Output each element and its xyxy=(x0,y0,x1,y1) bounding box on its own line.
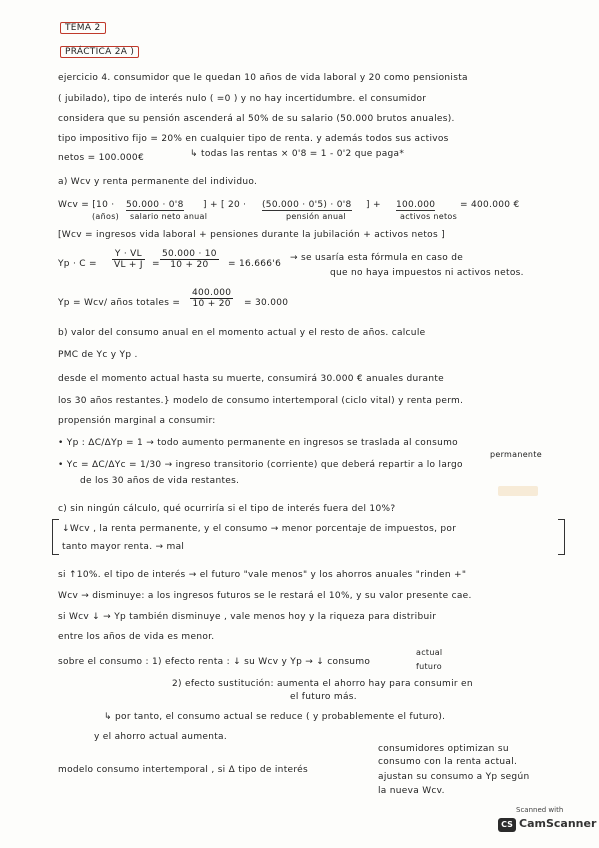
text-line: entre los años de vida es menor. xyxy=(58,632,215,642)
bracket-left xyxy=(52,519,59,555)
numerator: Y · VL xyxy=(112,249,145,260)
yp-fraction xyxy=(112,249,145,270)
text-line: propensión marginal a consumir: xyxy=(58,416,216,426)
text-line: permanente xyxy=(490,450,542,459)
denominator: 10 + 20 xyxy=(192,299,231,309)
text-line: Wcv → disminuye: a los ingresos futuros se le restará el 10%, y su valor presente cae. xyxy=(58,591,472,601)
wcv-label: (años) xyxy=(92,212,120,221)
text-line: ejercicio 4. consumidor que le quedan 10 años de vida laboral y 20 como pensionista xyxy=(58,73,468,83)
watermark-caption: Scanned with xyxy=(516,806,564,814)
text-line: ajustan su consumo a Yp según xyxy=(378,772,530,782)
camscanner-watermark xyxy=(498,806,597,836)
denominator: 10 + 20 xyxy=(170,260,209,270)
watermark-brand: CamScanner xyxy=(519,817,597,830)
denominator: VL + J xyxy=(114,260,143,270)
text-line: 2) efecto sustitución: aumenta el ahorro hay para consumir en xyxy=(172,679,473,689)
yp2-result: = 30.000 xyxy=(244,298,289,308)
text-line: y el ahorro actual aumenta. xyxy=(94,732,228,742)
text-line: ↳ todas las rentas × 0'8 = 1 - 0'2 que paga* xyxy=(190,149,405,159)
practica-heading: PRÁCTICA 2A ) xyxy=(60,46,139,58)
highlight-mark xyxy=(498,486,538,496)
numerator: 50.000 · 10 xyxy=(162,249,217,259)
section-a-title: a) Wcv y renta permanente del individuo. xyxy=(58,177,258,187)
text-line: sobre el consumo : 1) efecto renta : ↓ su Wcv y Yp → ↓ consumo xyxy=(58,657,371,667)
numerator: 400.000 xyxy=(192,288,232,298)
yp-note: → se usaría esta fórmula en caso de xyxy=(290,253,464,263)
equals: = xyxy=(152,259,160,269)
wcv-term: 100.000 xyxy=(396,200,436,210)
text-line: tipo impositivo fijo = 20% en cualquier tipo de renta. y además todos sus activos xyxy=(58,134,449,144)
text-line: • Yc = ΔC/ΔYc = 1/30 → ingreso transitorio (corriente) que deberá repartir a lo largo xyxy=(58,460,463,470)
wcv-formula: ] + xyxy=(366,200,381,210)
bracket-right xyxy=(558,519,565,555)
text-line: consumidores optimizan su xyxy=(378,744,509,754)
text-line: de los 30 años de vida restantes. xyxy=(80,476,240,486)
wcv-note: [Wcv = ingresos vida laboral + pensiones durante la jubilación + activos netos ] xyxy=(58,230,445,240)
text-line: netos = 100.000€ xyxy=(58,153,144,163)
text-line: PMC de Yc y Yp . xyxy=(58,350,138,360)
text-line: consumo con la renta actual. xyxy=(378,757,518,767)
wcv-formula: Wcv = [10 · xyxy=(58,200,115,210)
text-line: los 30 años restantes.} modelo de consumo intertemporal (ciclo vital) y renta perm. xyxy=(58,396,464,406)
text-line: futuro xyxy=(416,662,442,671)
tema-heading: TEMA 2 xyxy=(60,22,106,34)
section-c-title: c) sin ningún cálculo, qué ocurriría si el tipo de interés fuera del 10%? xyxy=(58,504,396,514)
text-line: desde el momento actual hasta su muerte, consumirá 30.000 € anuales durante xyxy=(58,374,445,384)
camscanner-logo-icon: CS xyxy=(498,818,516,832)
text-line: si Wcv ↓ → Yp también disminuye , vale menos hoy y la riqueza para distribuir xyxy=(58,612,437,622)
section-b-title: b) valor del consumo anual en el momento actual y el resto de años. calcule xyxy=(58,328,426,338)
text-line: ↳ por tanto, el consumo actual se reduce ( y probablemente el futuro). xyxy=(104,712,446,722)
text-line: considera que su pensión ascenderá al 50% de su salario (50.000 brutos anuales). xyxy=(58,114,455,124)
text-line: modelo consumo intertemporal , si Δ tipo de interés xyxy=(58,765,308,775)
yp-fraction xyxy=(160,249,219,270)
text-line: • Yp : ΔC/ΔYp = 1 → todo aumento permanente en ingresos se traslada al consumo xyxy=(58,438,458,448)
wcv-label: pensión anual xyxy=(286,212,347,221)
wcv-result: = 400.000 € xyxy=(460,200,520,210)
wcv-term: (50.000 · 0'5) · 0'8 xyxy=(262,200,352,210)
yp2-formula: Yp = Wcv/ años totales = xyxy=(58,298,181,308)
text-line: el futuro más. xyxy=(290,692,357,702)
wcv-label: salario neto anual xyxy=(130,212,208,221)
yp2-fraction xyxy=(190,288,233,309)
text-line: ( jubilado), tipo de interés nulo ( =0 ) y no hay incertidumbre. el consumidor xyxy=(58,94,427,104)
yp-note: que no haya impuestos ni activos netos. xyxy=(330,268,524,278)
text-line: la nueva Wcv. xyxy=(378,786,445,796)
text-line: si ↑10%. el tipo de interés → el futuro "vale menos" y los ahorros anuales "rinden +" xyxy=(58,570,467,580)
wcv-label: activos netos xyxy=(400,212,458,221)
text-line: ↓Wcv , la renta permanente, y el consumo → menor porcentaje de impuestos, por xyxy=(62,524,457,534)
yp-result: = 16.666'6 xyxy=(228,259,282,269)
text-line: tanto mayor renta. → mal xyxy=(62,542,185,552)
text-line: actual xyxy=(416,648,443,657)
yp-formula: Yp · C = xyxy=(58,259,97,269)
wcv-formula: ] + [ 20 · xyxy=(203,200,247,210)
wcv-term: 50.000 · 0'8 xyxy=(126,200,184,210)
